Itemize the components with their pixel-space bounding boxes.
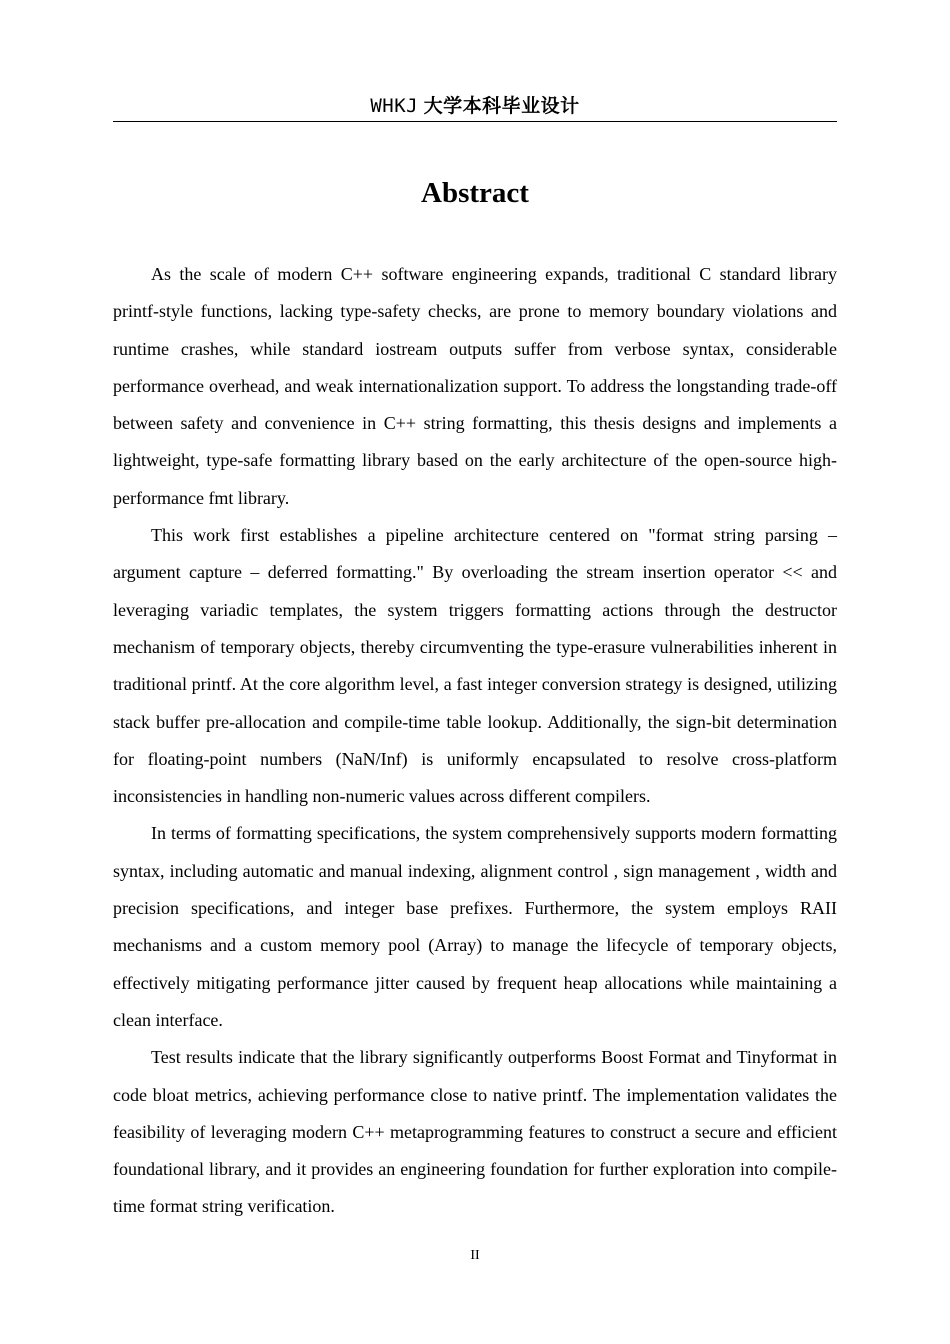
- header-rule: [113, 121, 837, 122]
- running-header: [113, 92, 837, 120]
- abstract-paragraph-3: In terms of formatting specifications, the system comprehensively supports modern formatting syntax, including automatic and manual indexing, alignment control , sign management , width and precision specifications, and integer base prefixes. Furthermore, the system employs RAII mechanisms and a custom memory pool (Array) to manage the lifecycle of temporary objects, effectively mitigating performance jitter caused by frequent heap allocations while maintaining a clean interface.: [113, 823, 837, 1030]
- header-document-type: 大学本科毕业设计: [423, 95, 580, 117]
- page-title: Abstract: [421, 177, 529, 209]
- abstract-paragraph-1: As the scale of modern C++ software engineering expands, traditional C standard library printf-style functions, lacking type-safety checks, are prone to memory boundary violations and runtime crashes, while standard iostream outputs suffer from verbose syntax, considerable performance overhead, and weak internationalization support. To address the longstanding trade-off between safety and convenience in C++ string formatting, this thesis designs and implements a lightweight, type-safe formatting library based on the early architecture of the open-source high-performance fmt library.: [113, 264, 837, 508]
- header-institution-code: WHKJ: [370, 95, 419, 117]
- abstract-body: [113, 256, 837, 1226]
- abstract-paragraph-4: Test results indicate that the library significantly outperforms Boost Format and Tinyformat in code bloat metrics, achieving performance close to native printf. The implementation validates the feasibility of leveraging modern C++ metaprogramming features to construct a secure and efficient foundational library, and it provides an engineering foundation for further exploration into compile-time format string verification.: [113, 1047, 837, 1217]
- abstract-paragraph-2: This work first establishes a pipeline architecture centered on "format string parsing – argument capture – deferred formatting." By overloading the stream insertion operator << and leveraging variadic templates, the system triggers formatting actions through the destructor mechanism of temporary objects, thereby circumventing the type-erasure vulnerabilities inherent in traditional printf. At the core algorithm level, a fast integer conversion strategy is designed, utilizing stack buffer pre-allocation and compile-time table lookup. Additionally, the sign-bit determination for floating-point numbers (NaN/Inf) is uniformly encapsulated to resolve cross-platform inconsistencies in handling non-numeric values across different compilers.: [113, 525, 837, 807]
- page-number: II: [470, 1248, 480, 1263]
